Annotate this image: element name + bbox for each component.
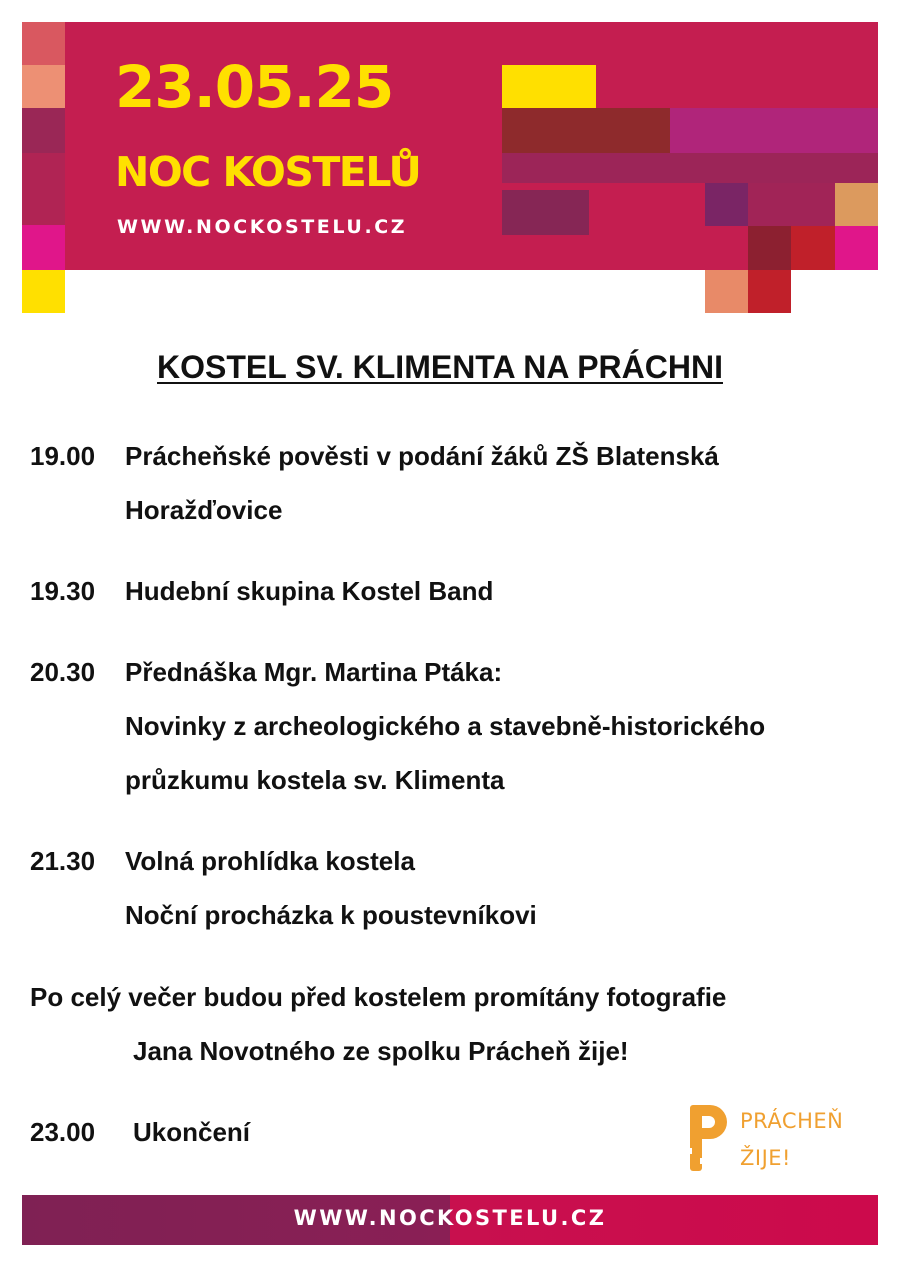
logo-text-line-1: PRÁCHEŇ xyxy=(740,1109,844,1133)
banner-tile xyxy=(670,108,878,153)
schedule-time: 21.30 xyxy=(30,846,96,876)
header-banner xyxy=(0,0,900,320)
banner-tile xyxy=(22,270,65,313)
footer-url-link[interactable]: WWW.NOCKOSTELU.CZ xyxy=(293,1206,607,1230)
banner-tile xyxy=(502,108,670,153)
schedule-time: 20.30 xyxy=(30,657,96,687)
banner-tile xyxy=(502,65,596,108)
schedule-text: Přednáška Mgr. Martina Ptáka: xyxy=(125,657,503,687)
footer-banner xyxy=(22,1195,878,1245)
page-title: KOSTEL SV. KLIMENTA NA PRÁCHNI xyxy=(157,349,723,385)
banner-tile xyxy=(22,153,65,225)
event-name: NOC KOSTELŮ xyxy=(115,148,421,196)
prachen-zije-logo xyxy=(688,1102,868,1174)
schedule-time: 19.00 xyxy=(30,441,96,471)
banner-tile xyxy=(791,226,835,270)
schedule-time: 19.30 xyxy=(30,576,96,606)
schedule-text: Prácheňské pověsti v podání žáků ZŠ Blatenská xyxy=(125,441,719,471)
schedule-text: Noční procházka k poustevníkovi xyxy=(125,900,537,930)
closing-label: Ukončení xyxy=(133,1117,251,1147)
p-letter-icon xyxy=(688,1102,728,1174)
banner-url-link[interactable]: WWW.NOCKOSTELU.CZ xyxy=(117,216,408,238)
banner-tile xyxy=(705,183,748,226)
schedule-text: Hudební skupina Kostel Band xyxy=(125,576,494,606)
closing-time: 23.00 xyxy=(30,1117,96,1147)
banner-tile xyxy=(502,153,878,183)
banner-tile xyxy=(705,270,748,313)
photo-note-line-2: Jana Novotného ze spolku Prácheň žije! xyxy=(133,1036,629,1066)
photo-note-line-1: Po celý večer budou před kostelem promítány fotografie xyxy=(30,982,727,1012)
banner-tile xyxy=(748,270,791,313)
schedule-text: průzkumu kostela sv. Klimenta xyxy=(125,765,505,795)
banner-tile xyxy=(22,108,65,153)
logo-text-line-2: ŽIJE! xyxy=(740,1146,791,1170)
banner-tile xyxy=(835,183,878,226)
event-date: 23.05.25 xyxy=(115,53,394,121)
schedule-text: Horažďovice xyxy=(125,495,283,525)
banner-tile xyxy=(748,226,791,270)
banner-tile xyxy=(502,190,589,235)
banner-tile xyxy=(22,65,65,108)
schedule-text: Volná prohlídka kostela xyxy=(125,846,415,876)
schedule-text: Novinky z archeologického a stavebně-historického xyxy=(125,711,766,741)
banner-tile xyxy=(22,225,65,270)
banner-tile xyxy=(748,183,835,226)
banner-tile xyxy=(835,226,878,270)
banner-tile xyxy=(22,22,65,65)
